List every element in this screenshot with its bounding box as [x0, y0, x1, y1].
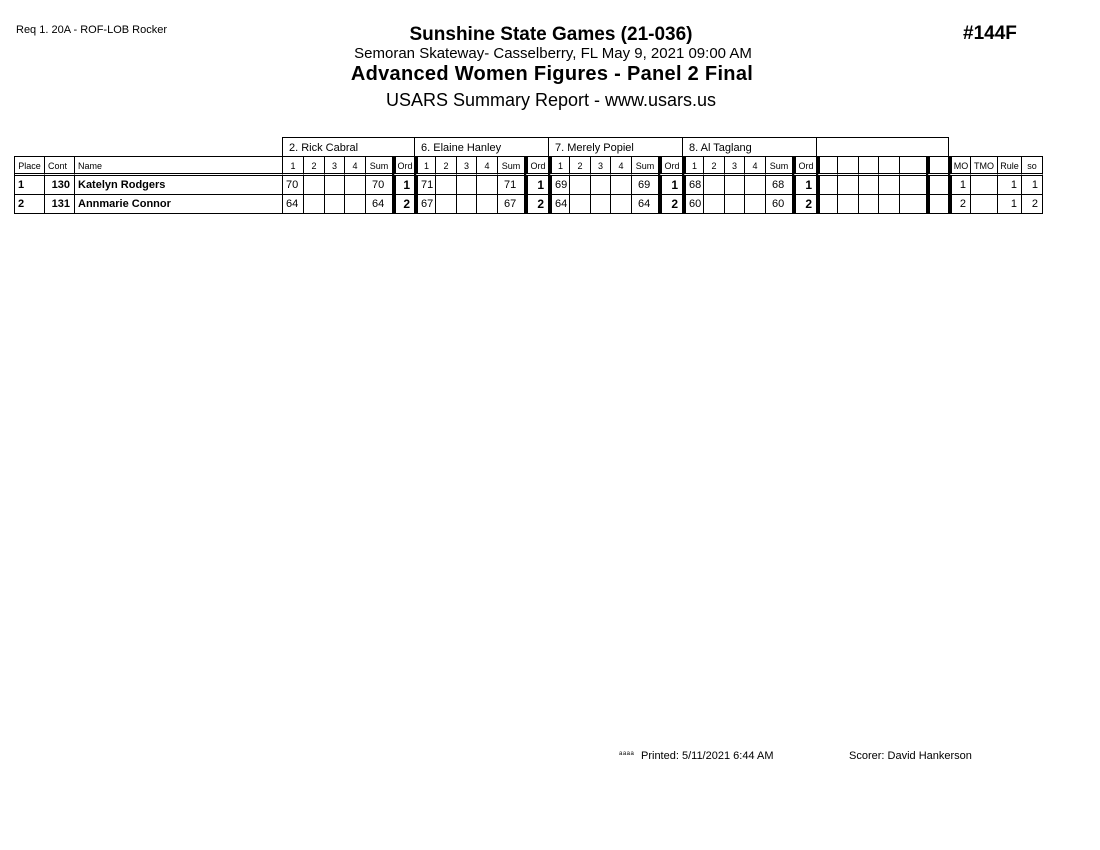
column-header-judge-5-2 — [837, 156, 858, 176]
contestant-number-cell: 131 — [44, 195, 74, 214]
column-header-judge-1-4: 4 — [344, 156, 365, 176]
judge-3-ord-cell: 1 — [658, 176, 682, 195]
judge-2-s3-cell — [456, 195, 476, 214]
judge-4-ord-cell: 1 — [792, 176, 816, 195]
column-header-place: Place — [14, 156, 44, 176]
judge-5-s3-cell — [858, 176, 878, 195]
judge-1-s1-cell: 70 — [282, 176, 303, 195]
column-header-rule: Rule — [997, 156, 1021, 176]
so-cell: 1 — [1021, 176, 1043, 195]
skater-name-cell: Katelyn Rodgers — [74, 176, 282, 195]
tmo-cell — [970, 176, 997, 195]
tmo-cell — [970, 195, 997, 214]
request-label: Req 1. 20A - ROF-LOB Rocker — [16, 24, 167, 36]
column-header-judge-4-3: 3 — [724, 156, 744, 176]
judge-5-s1-cell — [816, 195, 837, 214]
judge-5-sum-cell — [899, 176, 926, 195]
judge-3-s2-cell — [569, 176, 590, 195]
judge-3-s4-cell — [610, 176, 631, 195]
column-header-judge-5-4 — [878, 156, 899, 176]
scorer-name: Scorer: David Hankerson — [849, 750, 972, 762]
place-cell: 1 — [14, 176, 44, 195]
judge-3-sum-cell: 64 — [631, 195, 658, 214]
judge-5-s4-cell — [878, 176, 899, 195]
judge-3-s2-cell — [569, 195, 590, 214]
judge-2-sum-cell: 71 — [497, 176, 524, 195]
column-header-judge-2-3: 3 — [456, 156, 476, 176]
judge-2-ord-cell: 2 — [524, 195, 548, 214]
column-header-tmo: TMO — [970, 156, 997, 176]
column-header-judge-1-6: Ord — [392, 156, 414, 176]
column-header-judge-4-2: 2 — [703, 156, 724, 176]
judge-2-s1-cell: 71 — [414, 176, 435, 195]
skater-name-cell: Annmarie Connor — [74, 195, 282, 214]
column-header-judge-5-5 — [899, 156, 926, 176]
judge-5-ord-cell — [926, 176, 948, 195]
column-header-judge-2-1: 1 — [414, 156, 435, 176]
judge-2-s2-cell — [435, 195, 456, 214]
mo-cell: 1 — [948, 176, 970, 195]
footer-marker: aaaa — [619, 751, 635, 757]
judge-1-s4-cell — [344, 176, 365, 195]
report-subtitle — [0, 90, 1100, 111]
column-header-judge-2-4: 4 — [476, 156, 497, 176]
event-title-text: Advanced Women Figures - Panel 2 Final — [350, 63, 754, 85]
mo-cell: 2 — [948, 195, 970, 214]
judge-5-s4-cell — [878, 195, 899, 214]
judge-1-s3-cell — [324, 195, 344, 214]
judge-2-s3-cell — [456, 176, 476, 195]
column-header-judge-5-1 — [816, 156, 837, 176]
judge-4-s4-cell — [744, 195, 765, 214]
judge-2-s1-cell: 67 — [414, 195, 435, 214]
judge-4-ord-cell: 2 — [792, 195, 816, 214]
venue-date — [0, 45, 1100, 62]
judge-3-ord-cell: 2 — [658, 195, 682, 214]
judge-1-s2-cell — [303, 176, 324, 195]
judge-5-s2-cell — [837, 176, 858, 195]
judge-4-s1-cell: 60 — [682, 195, 703, 214]
judge-4-s3-cell — [724, 195, 744, 214]
column-header-judge-4-5: Sum — [765, 156, 792, 176]
judge-4-s2-cell — [703, 176, 724, 195]
column-header-judge-5-3 — [858, 156, 878, 176]
column-header-judge-1-5: Sum — [365, 156, 392, 176]
column-header-judge-4-4: 4 — [744, 156, 765, 176]
table-left-border — [14, 156, 15, 214]
judge-header: 6. Elaine Hanley — [414, 137, 549, 156]
judge-2-ord-cell: 1 — [524, 176, 548, 195]
column-header-judge-3-3: 3 — [590, 156, 610, 176]
judge-3-s1-cell: 69 — [548, 176, 569, 195]
column-header-so: so — [1021, 156, 1043, 176]
judge-4-sum-cell: 60 — [765, 195, 792, 214]
event-title — [0, 63, 1100, 86]
venue-date-text: Semoran Skateway- Casselberry, FL May 9, 2021 09:00 AM — [354, 45, 752, 62]
column-header-judge-3-5: Sum — [631, 156, 658, 176]
judge-1-s1-cell: 64 — [282, 195, 303, 214]
judge-header: 2. Rick Cabral — [282, 137, 415, 156]
column-header-judge-3-1: 1 — [548, 156, 569, 176]
rule-cell: 1 — [997, 176, 1021, 195]
judge-4-s2-cell — [703, 195, 724, 214]
judge-1-s3-cell — [324, 176, 344, 195]
judge-5-s1-cell — [816, 176, 837, 195]
judge-4-s3-cell — [724, 176, 744, 195]
judge-1-ord-cell: 2 — [392, 195, 414, 214]
judge-header: 8. Al Taglang — [682, 137, 817, 156]
judge-1-sum-cell: 64 — [365, 195, 392, 214]
judge-3-s3-cell — [590, 195, 610, 214]
column-header-cont: Cont — [44, 156, 74, 176]
column-header-judge-2-2: 2 — [435, 156, 456, 176]
report-subtitle-text: USARS Summary Report - www.usars.us — [385, 90, 717, 110]
judge-5-sum-cell — [899, 195, 926, 214]
judge-2-sum-cell: 67 — [497, 195, 524, 214]
column-header-judge-3-2: 2 — [569, 156, 590, 176]
column-header-judge-5-6 — [926, 156, 948, 176]
judge-4-sum-cell: 68 — [765, 176, 792, 195]
contestant-number-cell: 130 — [44, 176, 74, 195]
judge-4-s1-cell: 68 — [682, 176, 703, 195]
column-header-judge-1-2: 2 — [303, 156, 324, 176]
column-header-judge-3-4: 4 — [610, 156, 631, 176]
column-header-mo: MO — [948, 156, 970, 176]
judge-2-s4-cell — [476, 195, 497, 214]
column-header-judge-1-1: 1 — [282, 156, 303, 176]
column-header-judge-1-3: 3 — [324, 156, 344, 176]
competition-title-text: Sunshine State Games (21-036) — [409, 24, 693, 45]
column-header-judge-2-5: Sum — [497, 156, 524, 176]
event-number: #144F — [963, 23, 1017, 44]
judge-1-ord-cell: 1 — [392, 176, 414, 195]
rule-cell: 1 — [997, 195, 1021, 214]
judge-3-sum-cell: 69 — [631, 176, 658, 195]
judge-5-ord-cell — [926, 195, 948, 214]
column-header-judge-4-1: 1 — [682, 156, 703, 176]
judge-5-s2-cell — [837, 195, 858, 214]
judge-3-s3-cell — [590, 176, 610, 195]
judge-4-s4-cell — [744, 176, 765, 195]
place-cell: 2 — [14, 195, 44, 214]
judge-2-s4-cell — [476, 176, 497, 195]
judge-header — [816, 137, 949, 156]
column-header-judge-3-6: Ord — [658, 156, 682, 176]
judge-header: 7. Merely Popiel — [548, 137, 683, 156]
column-header-judge-4-6: Ord — [792, 156, 816, 176]
judge-1-sum-cell: 70 — [365, 176, 392, 195]
competition-title — [0, 24, 1100, 46]
judge-1-s2-cell — [303, 195, 324, 214]
column-header-judge-2-6: Ord — [524, 156, 548, 176]
judge-5-s3-cell — [858, 195, 878, 214]
printed-timestamp: Printed: 5/11/2021 6:44 AM — [641, 750, 774, 762]
column-header-name: Name — [74, 156, 282, 176]
judge-3-s4-cell — [610, 195, 631, 214]
judge-3-s1-cell: 64 — [548, 195, 569, 214]
so-cell: 2 — [1021, 195, 1043, 214]
judge-1-s4-cell — [344, 195, 365, 214]
judge-2-s2-cell — [435, 176, 456, 195]
